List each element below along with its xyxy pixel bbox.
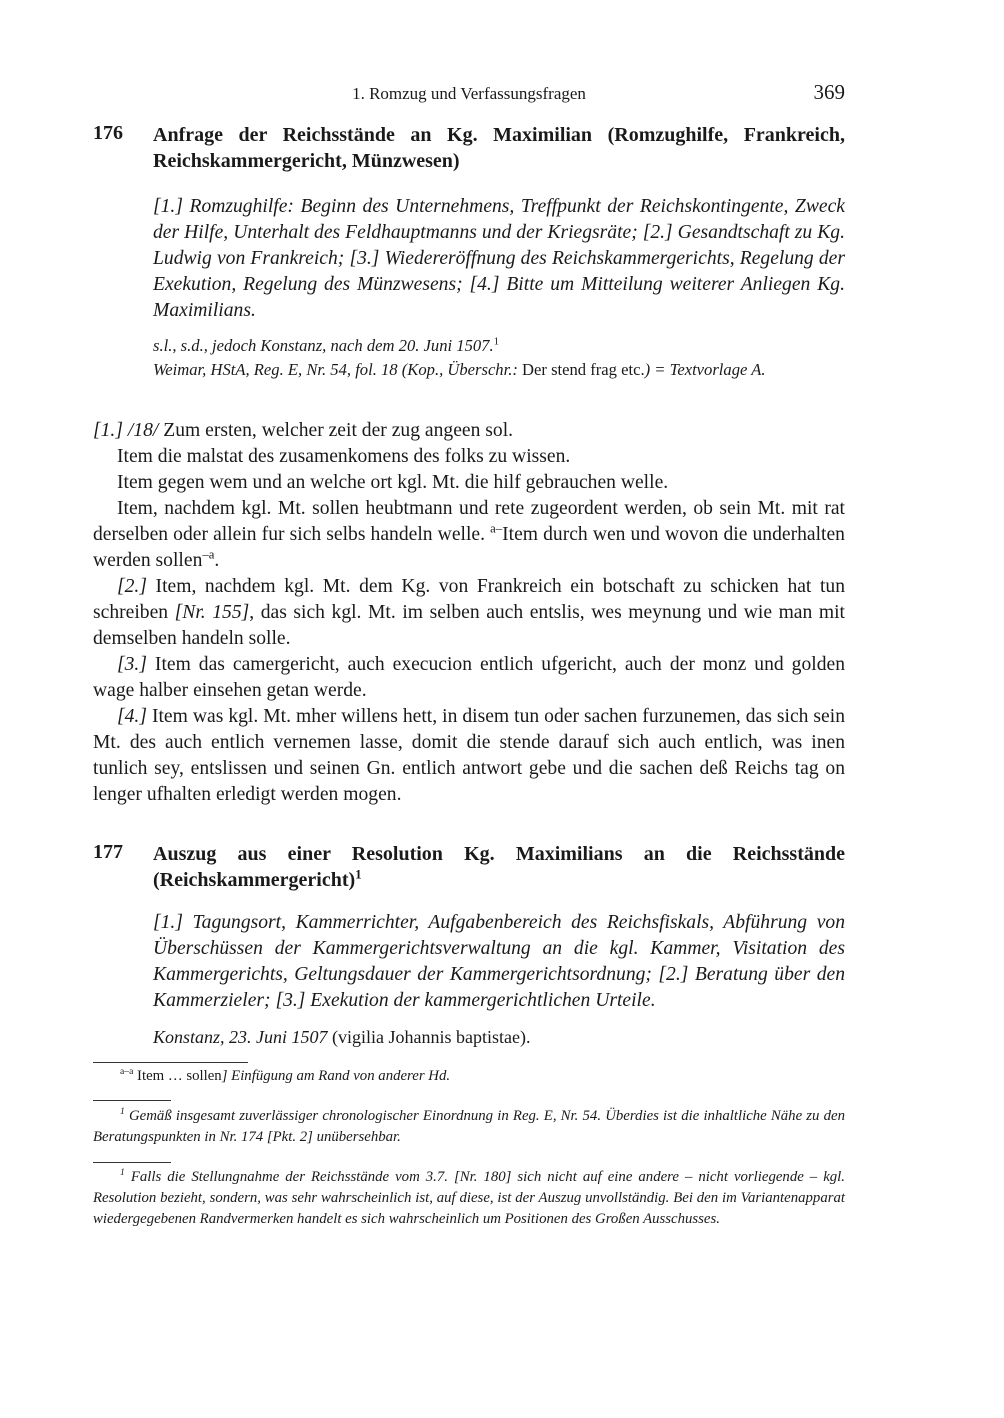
doc-176-text (93, 418, 845, 808)
variant-mark: a– (490, 521, 503, 536)
paragraph-text: , das sich kgl. Mt. im selben auch entslis, wes meynung und wie man mit demselben handeln solle. (93, 602, 845, 649)
paragraph-text: Item was kgl. Mt. mher willens hett, in disem tun oder sachen furzunemen, das sich sein Mt. des auch entlich vernemen lasse, domit die stende darauf sich auch entlich, was inen tunlich sey, entslissen und seinen Gn. entlich antwort gebe und die sachen deß Reichs tag on lenger ufhalten erledigt werden mogen. (93, 706, 845, 805)
variant-mark: a–a (120, 1066, 134, 1078)
date-line: Konstanz, 23. Juni 1507 (153, 1027, 328, 1047)
paragraph-text: Item, nachdem kgl. Mt. sollen heubtmann und rete zugeordent werden, ob sein Mt. mit rat derselben oder allein fur sich selbs handeln welle. (93, 498, 845, 545)
doc-title (153, 841, 845, 893)
section-mark: [1.] /18/ (93, 420, 159, 441)
section-mark: [2.] (117, 576, 147, 597)
footnote-ref: 1 (355, 866, 362, 882)
running-head (93, 80, 845, 108)
paragraph: Item gegen wem und an welche ort kgl. Mt. die hilf gebrauchen welle. (117, 472, 669, 493)
footnote-rule (93, 1062, 248, 1063)
paragraph (93, 574, 845, 652)
footnote-mark: 1 (120, 1167, 125, 1179)
source-suffix: ) = Textvorlage A. (644, 360, 766, 379)
footnote-lemma: Item … sollen (133, 1068, 222, 1084)
paragraph-text: Zum ersten, welcher zeit der zug angeen sol. (158, 420, 514, 441)
section-mark: [3.] (117, 654, 147, 675)
paragraph (93, 652, 845, 704)
doc-number: 176 (93, 122, 123, 144)
footnote-text: Gemäß insgesamt zuverlässiger chronologischer Einordnung in Reg. E, Nr. 54. Überdies ist die inhaltliche Nähe zu den Beratungspunkten in Nr. 174 [Pkt. 2] unübersehbar. (93, 1108, 845, 1145)
date-feast: (vigilia Johannis baptistae). (327, 1027, 531, 1047)
paragraph-text: Item durch wen und wovon die underhalten werden sollen (93, 524, 845, 571)
doc-title-text: Auszug aus einer Resolution Kg. Maximilians an die Reichsstände (Reichskammergericht) (153, 843, 845, 891)
footnote-rule (93, 1162, 171, 1163)
footnote-176-1 (93, 1106, 845, 1148)
doc-177-meta (153, 1025, 845, 1049)
paragraph: Item die malstat des zusamenkomens des folks zu wissen. (117, 446, 571, 467)
footnote-ref: 1 (493, 335, 500, 348)
doc-176-regest: [1.] Romzughilfe: Beginn des Unternehmens, Treffpunkt der Reichskontingente, Zweck der Hilfe, Unterhalt des Feldhauptmanns und der Kriegsräte; [2.] Gesandtschaft zu Kg. Ludwig von Frankreich; [3.] Wiedereröffnung des Reichskammergerichts, Regelung der Exekution, Regelung des Münzwesens; [4.] Bitte um Mitteilung weiterer Anliegen Kg. Maximilians. (153, 196, 845, 321)
date-line: s.l., s.d., jedoch Konstanz, nach dem 20. Juni 1507. (153, 336, 494, 355)
footnote-mark: 1 (120, 1106, 125, 1118)
doc-number: 177 (93, 841, 123, 863)
paragraph-text: Item, nachdem kgl. Mt. dem Kg. von Frankreich ein botschaft zu schicken hat tun schreiben (93, 576, 845, 623)
doc-176-meta (153, 334, 845, 382)
doc-177-regest: [1.] Tagungsort, Kammerrichter, Aufgabenbereich des Reichsfiskals, Abführung von Überschüssen der Kammergerichtsverwaltung an die kgl. Kammer, Visitation des Kammergerichts, Geltungsdauer der Kammergerichtsordnung; [2.] Beratung über den Kammerzieler; [3.] Exekution der kammergerichtlichen Urteile. (153, 912, 845, 1011)
source-quote: Der stend frag etc. (522, 360, 645, 379)
variant-footnote (93, 1066, 845, 1087)
paragraph-text: . (214, 550, 220, 571)
running-title: 1. Romzug und Verfassungsfragen (352, 84, 586, 103)
paragraph (93, 418, 845, 444)
paragraph-text: Item das camergericht, auch execucion entlich ufgericht, auch der monz und golden wage halber einsehen getan werde. (93, 654, 845, 701)
source-prefix: Weimar, HStA, Reg. E, Nr. 54, fol. 18 (Kop., Überschr.: (153, 360, 523, 379)
paragraph (93, 704, 845, 808)
doc-176-heading (93, 122, 845, 174)
section-mark: [4.] (117, 706, 147, 727)
doc-177-heading (93, 841, 845, 893)
doc-title: Anfrage der Reichsstände an Kg. Maximilian (Romzughilfe, Frankreich, Reichskammergericht, Münzwesen) (153, 124, 845, 172)
cross-reference: [Nr. 155] (174, 602, 250, 623)
footnote-text: Falls die Stellungnahme der Reichsstände vom 3.7. [Nr. 180] sich nicht auf eine andere – nicht vorliegende – kgl. Resolution bezieht, sondern, was sehr wahrscheinlich ist, auf diese, ist der Auszug unvollständig. Bei den im Variantenapparat wiedergegebenen Randvermerken handelt es sich wahrscheinlich um Positionen des Großen Ausschusses. (93, 1169, 845, 1227)
variant-mark: –a (202, 547, 215, 562)
page-number: 369 (813, 80, 845, 104)
footnote-rule (93, 1100, 171, 1101)
paragraph (93, 496, 845, 574)
footnote-text: ] Einfügung am Rand von anderer Hd. (221, 1068, 451, 1084)
footnote-177-1 (93, 1167, 845, 1230)
